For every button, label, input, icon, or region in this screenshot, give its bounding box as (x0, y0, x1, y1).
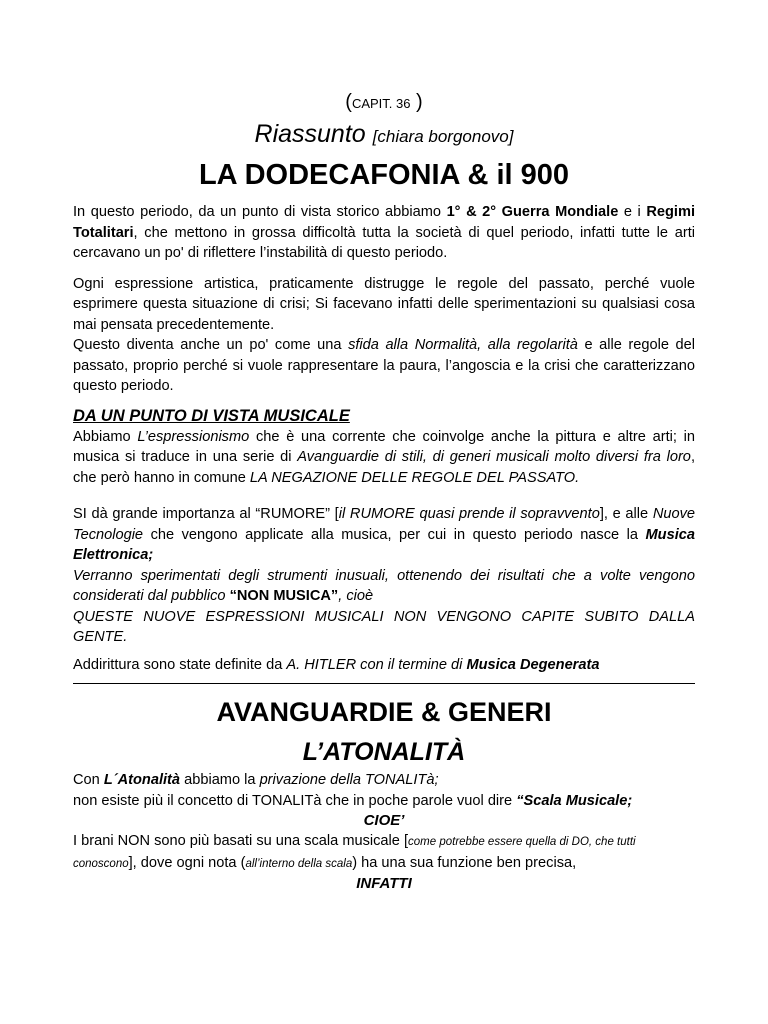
text-run: ], e alle (599, 506, 653, 522)
intro-paragraph-1 (73, 202, 695, 264)
musical-paragraph-2 (73, 504, 695, 566)
text-run: ) ha una sua funzione ben precisa, (352, 854, 577, 871)
text-run: , che mettono in grossa difficoltà tutta la società di quel periodo, infatti tutte le arti cercavano un po' di riflettere l’instabilità di questo periodo. (73, 224, 695, 261)
text-run-italic: sfida alla Normalità, alla regolarità (348, 337, 578, 353)
text-run-bold-italic: Musica Elettronica; (73, 526, 695, 563)
chapter-number: CAPIT. 36 (351, 96, 411, 111)
text-run: Questo diventa anche un po' come una (73, 337, 349, 353)
atonality-line-3 (73, 831, 695, 874)
text-run: Con (73, 772, 104, 788)
document-content (73, 88, 695, 894)
text-run-italic: , cioè (338, 588, 374, 604)
text-run: I brani NON sono più basati su una scala musicale [ (73, 833, 409, 849)
text-run-bold-italic: “Scala Musicale; (516, 792, 633, 809)
musical-paragraph-5 (73, 655, 695, 676)
horizontal-divider (73, 683, 695, 684)
text-run-italic: il RUMORE quasi prende il sopravvento (338, 506, 600, 522)
musical-paragraph-4 (73, 607, 695, 648)
text-run-bold-italic: Musica Degenerata (466, 656, 600, 673)
paren-open: ( (345, 91, 352, 113)
text-run: e i (618, 204, 647, 220)
text-run: ], dove ogni nota ( (128, 854, 246, 871)
text-run-italic: L’espressionismo (137, 428, 250, 445)
author-name: [chiara borgonovo] (372, 127, 514, 146)
page-title: LA DODECAFONIA & il 900 (198, 159, 570, 191)
text-run: e alle regole del passato, proprio perché si vuole rappresentare la paura, l’angoscia e la crisi che caratterizzano questo periodo. (73, 337, 695, 394)
atonality-line-2 (73, 791, 695, 812)
text-run-italic: QUESTE NUOVE ESPRESSIONI MUSICALI NON VENGONO CAPITE SUBITO DALLA GENTE. (73, 608, 695, 645)
text-run-small-italic: come potrebbe essere quella di DO, che tutti conoscono (73, 836, 636, 870)
text-run: abbiamo la (180, 772, 260, 788)
subheading-atonalita: L’ATONALITÀ (302, 738, 466, 766)
summary-line (73, 118, 695, 153)
text-run: Addirittura sono state definite da (73, 656, 287, 673)
musical-paragraph-3 (73, 566, 695, 607)
intro-paragraph-3 (73, 335, 695, 397)
text-run: , che però hanno in comune (73, 449, 695, 486)
text-run-italic: Avanguardie di stili, di generi musicali molto diversi fra loro (297, 449, 691, 465)
summary-word: Riassunto (254, 120, 366, 148)
section-heading-avanguardie: AVANGUARDIE & GENERI (216, 697, 552, 727)
paren-close: ) (416, 91, 423, 113)
text-run-italic: privazione della TONALITà; (259, 772, 439, 788)
infatti-label: INFATTI (356, 875, 412, 892)
musical-paragraph-1 (73, 427, 695, 489)
text-run-small-italic: all’interno della scala (245, 857, 353, 870)
text-run-bold: Regimi Totalitari (73, 204, 695, 241)
text-run: non esiste più il concetto di TONALITà che in poche parole vuol dire (73, 792, 517, 809)
chapter-line (73, 88, 695, 118)
text-run: che è una corrente che coinvolge anche la pittura e altre arti; in musica si traduce in una serie di (73, 428, 695, 465)
text-run-bold-italic: L´Atonalità (103, 772, 181, 788)
text-run: che vengono applicate alla musica, per cui in questo periodo nasce la (143, 526, 646, 543)
section-heading-musical: DA UN PUNTO DI VISTA MUSICALE (73, 406, 350, 425)
text-run: In questo periodo, da un punto di vista storico abbiamo (73, 204, 447, 220)
text-run-italic: LA NEGAZIONE DELLE REGOLE DEL PASSATO. (249, 469, 580, 486)
text-run: Abbiamo (73, 428, 138, 445)
cioe-label: CIOE’ (363, 812, 405, 829)
intro-paragraph-2: Ogni espressione artistica, praticamente distrugge le regole del passato, perché vuole esprimere questa situazione di crisi; Si facevano infatti delle sperimentazioni su qualsiasi cosa mai pensata precedentemente. (73, 275, 695, 333)
text-run-italic: A. HITLER con il termine di (286, 656, 467, 673)
text-run-italic: Nuove Tecnologie (73, 506, 696, 543)
text-run-bold: “NON MUSICA” (229, 588, 339, 604)
text-run-bold: 1° & 2° Guerra Mondiale (446, 204, 619, 220)
text-run-italic: Verranno sperimentati degli strumenti inusuali, ottenendo dei risultati che a volte vengono considerati dal pubblico (73, 567, 695, 604)
text-run: SI dà grande importanza al “RUMORE” [ (73, 506, 339, 522)
atonality-line-1 (73, 770, 695, 791)
